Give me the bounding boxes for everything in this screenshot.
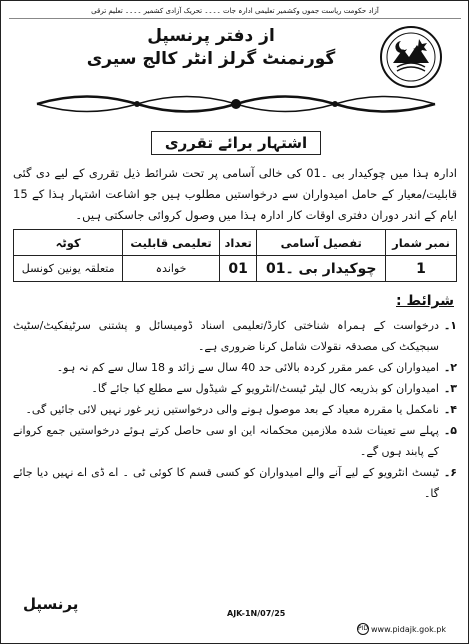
condition-text: امیدواران کی عمر مقرر کردہ بالائی حد 40 سال سے زائد و 18 سال سے کم نہ ہو۔ — [56, 361, 439, 374]
advertisement-heading: اشتہار برائے تقرری — [151, 131, 321, 155]
conditions-title: شرائط : — [396, 293, 454, 309]
cell-serial: 1 — [386, 256, 457, 282]
table-header-serial: نمبر شمار — [386, 230, 457, 256]
table-row — [14, 256, 457, 282]
table-header-count: تعداد — [219, 230, 257, 256]
cell-count: 01 — [219, 256, 257, 282]
cell-post: چوکیدار بی ۔01 — [257, 256, 386, 282]
list-item — [13, 399, 457, 420]
office-line-2: گورنمنٹ گرلز انٹر کالج سیری — [86, 49, 336, 69]
reference-number: AJK-1N/07/25 — [227, 609, 286, 618]
cell-quota: متعلقہ یونین کونسل — [14, 256, 123, 282]
list-item — [13, 357, 457, 378]
list-item — [13, 315, 457, 357]
website-link[interactable]: www.pidajk.gok.pk — [371, 624, 446, 634]
decorative-ornament — [27, 87, 445, 121]
pid-logo-icon: PID — [357, 623, 369, 635]
condition-number: ۲۔ — [443, 361, 457, 374]
website-credit[interactable] — [357, 623, 446, 635]
table-header-quota: کوٹہ — [14, 230, 123, 256]
conditions-list — [13, 315, 457, 504]
condition-text: درخواست کے ہمراہ شناختی کارڈ/تعلیمی اسناد ڈومیسائل و پشتنی سرٹیفکیٹ/سٹیٹ سبجیکٹ کی مصدقہ نقولات شامل کرنا ضروری ہے۔ — [13, 319, 439, 353]
condition-number: ۶۔ — [443, 466, 457, 479]
condition-text: نامکمل یا مقررہ معیاد کے بعد موصول ہونے والی درخواستیں زیر غور نہیں لائی جائیں گی۔ — [25, 403, 439, 416]
condition-text: ٹیسٹ انٹرویو کے لیے آنے والے امیدواران کو کسی قسم کا کوئی ٹی ۔ اے ڈی اے نہیں دیا جائے گا۔ — [13, 466, 439, 500]
condition-number: ۵۔ — [443, 424, 457, 437]
ajk-emblem-icon — [379, 25, 443, 89]
condition-number: ۱۔ — [443, 319, 457, 332]
principal-signature: پرنسپل — [23, 595, 79, 613]
list-item — [13, 378, 457, 399]
condition-text: امیدواران کو بذریعہ کال لیٹر ٹیسٹ/انٹرویو کے شیڈول سے مطلع کیا جائے گا۔ — [91, 382, 439, 395]
condition-text: پہلے سے تعینات شدہ ملازمین محکمانہ این او سی حاصل کرتے ہوئے درخواستیں جمع کروانے کے پابند ہوں گے۔ — [13, 424, 439, 458]
table-header-row — [14, 230, 457, 256]
list-item — [13, 420, 457, 462]
posts-table — [13, 229, 457, 282]
government-header-strip: آزاد حکومت ریاست جموں وکشمیر تعلیمی ادارہ جات ۔۔۔۔ تحریک آزادی کشمیر ۔۔۔۔ تعلیم ترقی — [9, 5, 461, 19]
list-item — [13, 462, 457, 504]
cell-qualification: خواندہ — [123, 256, 220, 282]
condition-number: ۴۔ — [443, 403, 457, 416]
condition-number: ۳۔ — [443, 382, 457, 395]
intro-paragraph: ادارہ ہذا میں چوکیدار بی ۔01 کی خالی آسامی پر تحت شرائط ذیل تقرری کے لیے دی گئی قابلیت/معیار کے حامل امیدواران سے درخواستیں مطلوب ہیں جو اشاعت اشتہار ہذا کے 15 ایام کے اندر دوران دفتری اوقات کار ادارہ ہذا میں وصول کروائی جاسکتی ہیں۔ — [13, 166, 457, 222]
table-header-post: تفصیل آسامی — [257, 230, 386, 256]
table-header-qualification: تعلیمی قابلیت — [123, 230, 220, 256]
office-title — [41, 25, 381, 71]
office-line-1: از دفتر پرنسپل — [147, 26, 275, 46]
